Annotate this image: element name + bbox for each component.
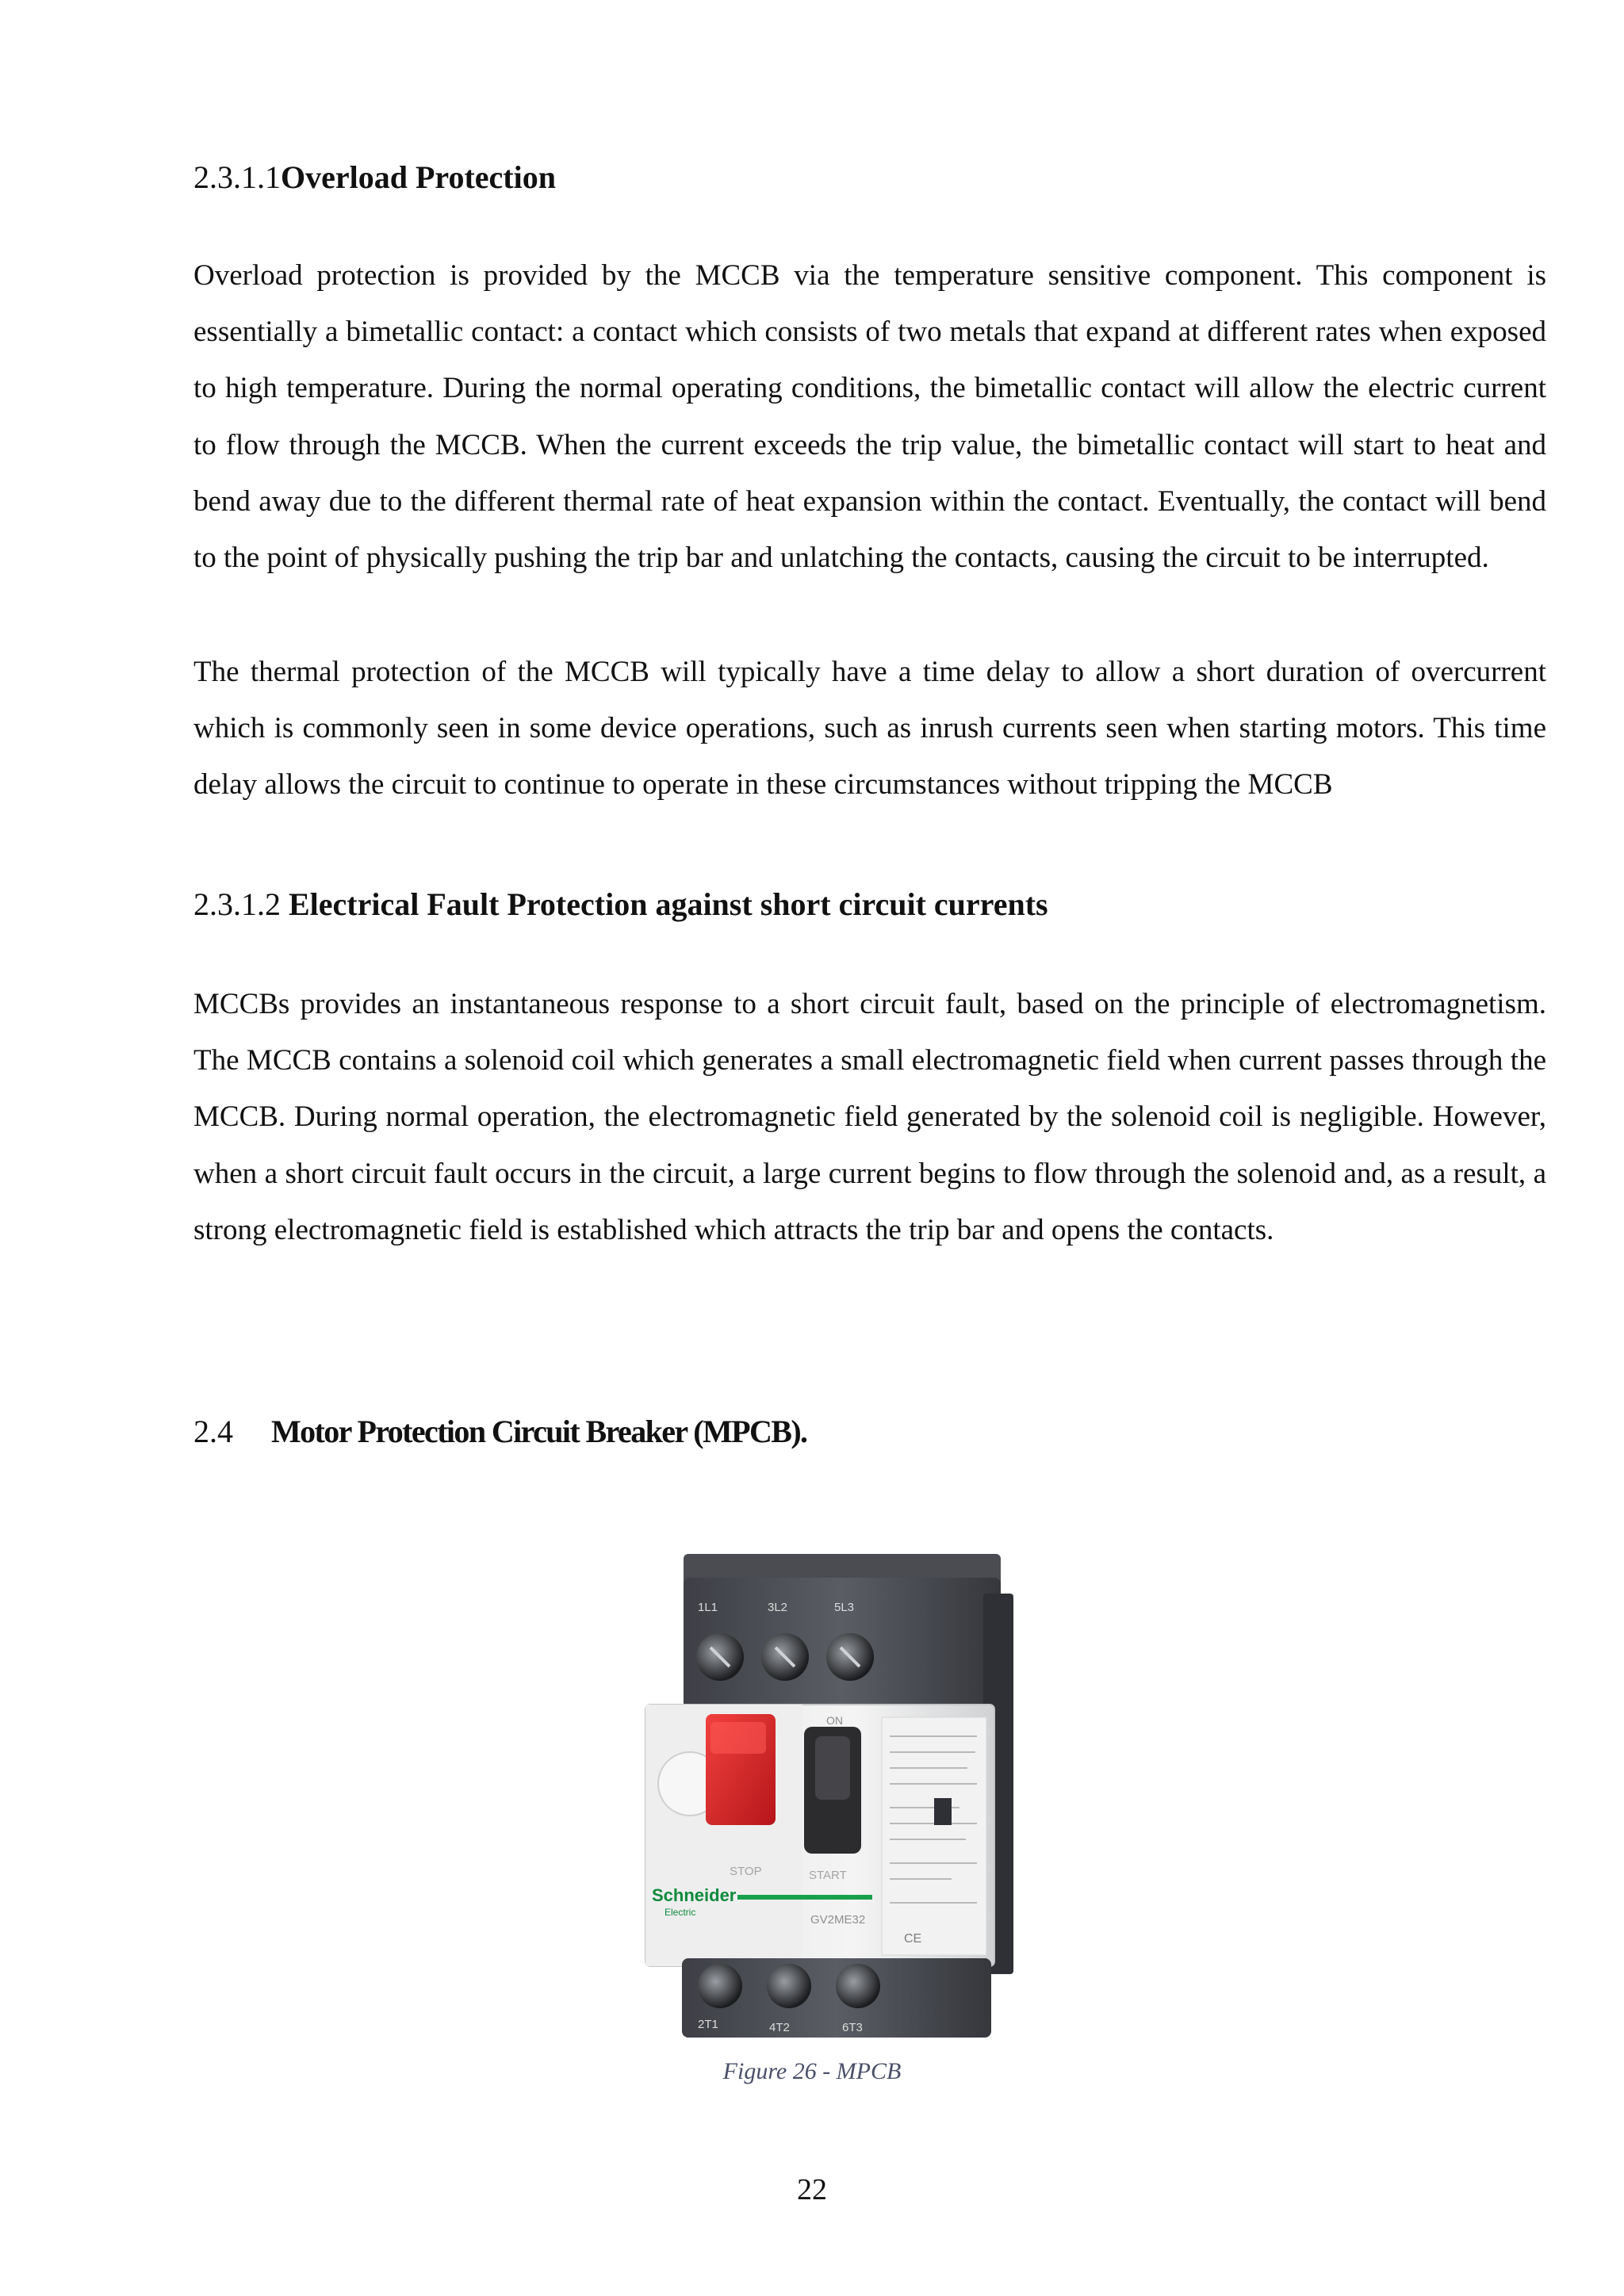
mpcb-figure xyxy=(634,1546,1047,2045)
section-number: 2.3.1.1 xyxy=(193,159,281,195)
paragraph-overload-2: The thermal protection of the MCCB will typically have a time delay to allow a short duration of overcurrent which is commonly seen in some device operations, such as inrush currents seen when starting motors. This time delay allows the circuit to continue to operate in these circumstances without tripping the MCCB xyxy=(193,656,1546,802)
paragraph-short-circuit: MCCBs provides an instantaneous response to a short circuit fault, based on the principle of electromagnetism. The MCCB contains a solenoid coil which generates a small electromagnetic field when current passes through the MCCB. During normal operation, the electromagnetic field generated by the solenoid coil is negligible. However, when a short circuit fault occurs in the circuit, a large current begins to flow through the solenoid and, as a result, a strong electromagnetic field is established which attracts the trip bar and opens the contacts. xyxy=(193,988,1546,1246)
section-title: Overload Protection xyxy=(281,159,556,195)
terminal-screw-icon xyxy=(767,1964,811,2008)
section-title: Electrical Fault Protection against short circuit currents xyxy=(289,886,1048,922)
terminal-label-1l1: 1L1 xyxy=(698,1601,718,1614)
terminal-label-2t1: 2T1 xyxy=(698,2018,718,2031)
section-heading-24 xyxy=(193,1413,806,1451)
ce-mark: CE xyxy=(904,1932,922,1946)
brand-sub: Electric xyxy=(665,1907,696,1918)
section-title: Motor Protection Circuit Breaker (MPCB). xyxy=(271,1414,807,1449)
terminal-screw-icon xyxy=(836,1964,880,2008)
brand-logo: Schneider xyxy=(652,1885,737,1905)
stop-label: STOP xyxy=(730,1865,762,1878)
on-label: ON xyxy=(826,1714,843,1727)
start-label: START xyxy=(809,1869,847,1882)
terminal-label-4t2: 4T2 xyxy=(769,2021,790,2034)
terminal-screw-icon xyxy=(698,1964,742,2008)
terminal-label-6t3: 6T3 xyxy=(842,2021,863,2034)
section-heading-2311 xyxy=(193,159,556,197)
paragraph-overload-1: Overload protection is provided by the MCCB via the temperature sensitive component. This component is essentially a bimetallic contact: a contact which consists of two metals that expand at different rates when exposed to high temperature. During the normal operating conditions, the bimetallic contact will allow the electric current to flow through the MCCB. When the current exceeds the trip value, the bimetallic contact will start to heat and bend away due to the different thermal rate of heat expansion within the contact. Eventually, the contact will bend to the point of physically pushing the trip bar and unlatching the contacts, causing the circuit to be interrupted. xyxy=(193,259,1546,575)
terminal-label-3l2: 3L2 xyxy=(768,1601,788,1614)
page-number: 22 xyxy=(797,2173,827,2206)
section-number: 2.3.1.2 xyxy=(193,886,281,922)
section-number: 2.4 xyxy=(193,1414,233,1449)
model-label: GV2ME32 xyxy=(810,1913,866,1927)
figure-caption: Figure 26 - MPCB xyxy=(722,2058,902,2084)
mpcb-illustration xyxy=(634,1546,1047,2045)
terminal-label-5l3: 5L3 xyxy=(834,1601,855,1614)
section-heading-2312 xyxy=(193,886,1048,924)
